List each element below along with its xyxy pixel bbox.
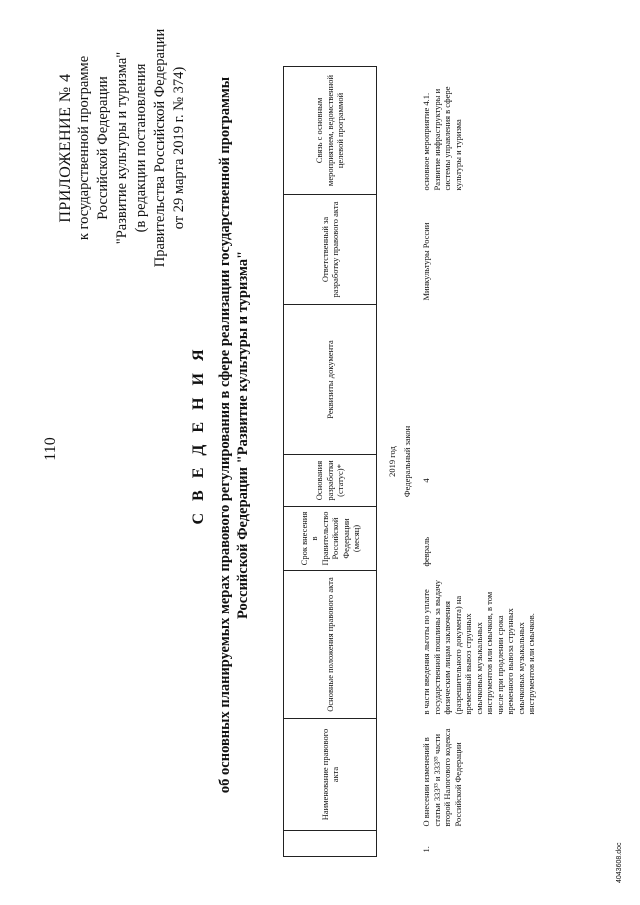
provisions-cell: в части введения льготы по уплате государственной пошлины за выдачу физическим лицам заключения (разрешительного документа) на временный вывоз струнных смычковых музыкальных инструментов или смычков, в том числе при продлении срока временного вывоза струнных смычковых музыкальных инструментов или смычков. <box>421 580 536 715</box>
year-label: 2019 год <box>387 446 397 477</box>
table-header-row <box>284 67 377 857</box>
responsible-cell: Минкультуры России <box>421 222 431 301</box>
column-header-number <box>284 831 377 857</box>
deadline-cell: февраль <box>421 536 431 567</box>
law-type-label: Федеральный закон <box>401 425 412 498</box>
column-header-provisions: Основные положения правового акта <box>284 571 377 719</box>
appendix-line: Правительства Российской Федерации <box>152 28 168 268</box>
appendix-block <box>56 23 189 273</box>
act-name-cell: О внесении изменений в статьи 333³³ и 333³⁵ части второй Налогового кодекса Российской Федерации <box>421 728 463 827</box>
column-header-responsible: Ответственный за разработку правового акта <box>284 195 377 305</box>
column-header-act-name: Наименование правового акта <box>284 719 377 831</box>
year-row <box>377 67 400 857</box>
appendix-line: (в редакции постановления <box>133 63 149 233</box>
law-type-row <box>400 67 419 857</box>
measures-table <box>283 66 540 857</box>
page-number: 110 <box>42 437 59 461</box>
row-number: 1. <box>421 846 431 853</box>
link-cell: основное мероприятие 4.1. Развитие инфраструктуры и системы управления в сфере культуры и туризма <box>421 86 463 191</box>
column-header-link: Связь с основным мероприятием, ведомственной целевой программой <box>284 67 377 195</box>
document-subtitle-line: Российской Федерации "Развитие культуры и туризма" <box>235 250 251 620</box>
column-header-basis: Основания разработки (статус)* <box>284 455 377 507</box>
document-heading <box>190 45 252 825</box>
column-header-requisites: Реквизиты документа <box>284 305 377 455</box>
appendix-line: Российской Федерации <box>95 76 111 220</box>
appendix-line: ПРИЛОЖЕНИЕ № 4 <box>57 73 74 223</box>
basis-cell: 4 <box>421 478 431 483</box>
document-title: С В Е Д Е Н И Я <box>190 345 207 525</box>
column-header-deadline: Срок внесения в Правительство Российской Федерации (месяц) <box>284 507 377 571</box>
table-row <box>418 67 540 857</box>
appendix-line: к государственной программе <box>76 55 92 241</box>
appendix-line: от 29 марта 2019 г. № 374) <box>171 66 187 230</box>
document-subtitle-line: об основных планируемых мерах правового регулирования в сфере реализации государственной программы <box>217 76 233 794</box>
requisites-cell <box>418 305 540 455</box>
file-code: 4043608.doc <box>616 842 623 883</box>
appendix-line: "Развитие культуры и туризма" <box>114 51 130 245</box>
